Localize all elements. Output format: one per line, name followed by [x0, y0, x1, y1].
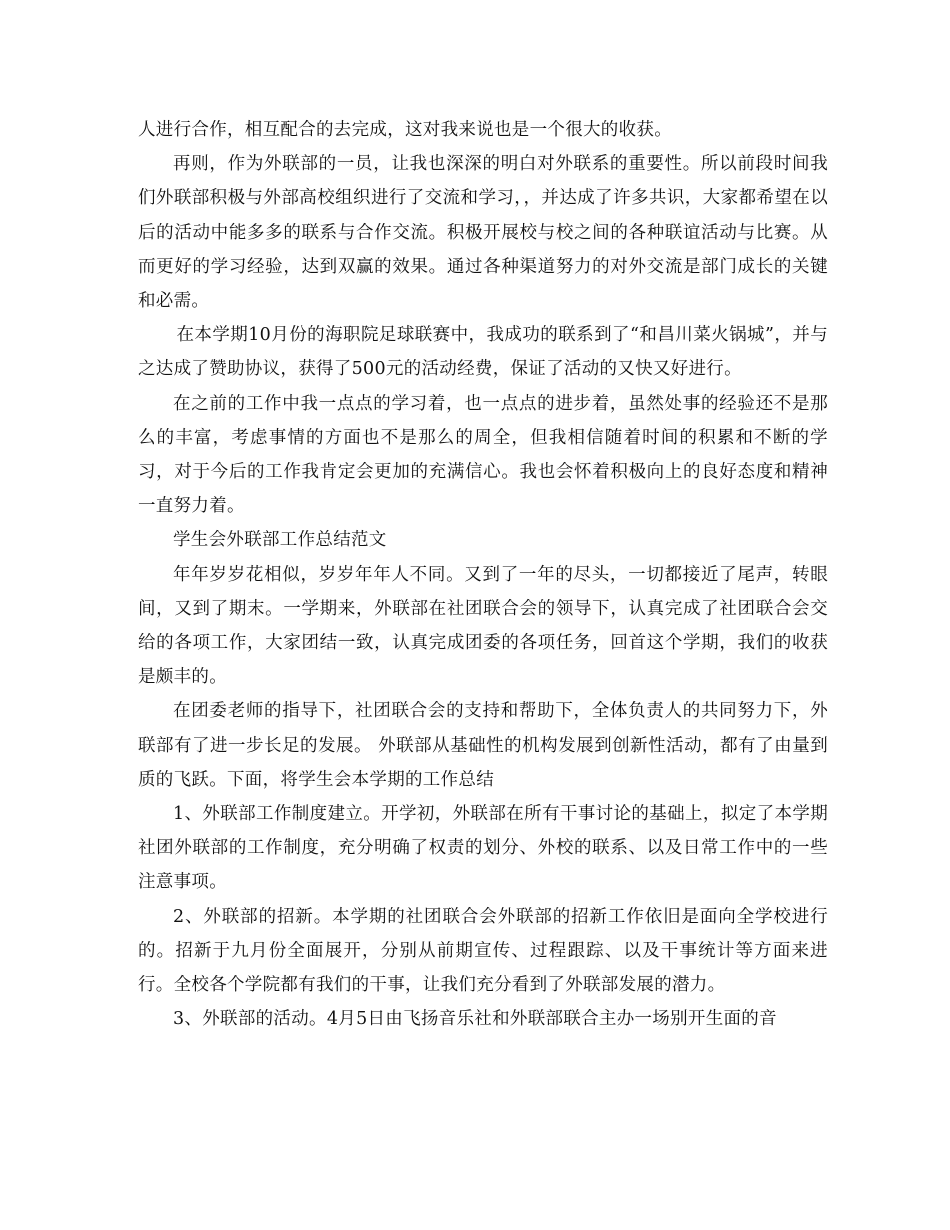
paragraph-learning-progress: 在之前的工作中我一点点的学习着，也一点点的进步着，虽然处事的经验还不是那么的丰富，考虑事情的方面也不是那么的周全，但我相信随着时间的积累和不断的学习，对于今后的工作我肯定会更加的充满信心。我也会怀着积极向上的良好态度和精神一直努力着。 [138, 393, 828, 517]
paragraph-external-relations: 再则，作为外联部的一员，让我也深深的明白对外联系的重要性。所以前段时间我们外联部积极与外部高校组织进行了交流和学习，，并达成了许多共识，大家都希望在以后的活动中能多多的联系与合作交流。积极开展校与校之间的各种联谊活动与比赛。从而更好的学习经验，达到双赢的效果。通过各种渠道努力的对外交流是部门成长的关键和必需。 [138, 154, 828, 312]
section-heading: 学生会外联部工作总结范文 [173, 530, 387, 551]
document-body [138, 113, 828, 1036]
list-item-work-system: 1、外联部工作制度建立。开学初，外联部在所有干事讨论的基础上，拟定了本学期社团外联部的工作制度，充分明确了权责的划分、外校的联系、以及日常工作中的一些注意事项。 [138, 804, 828, 893]
list-item-activities: 3、外联部的活动。4月5日由飞扬音乐社和外联部联合主办一场别开生面的音 [173, 1009, 777, 1030]
list-item-recruitment: 2、外联部的招新。本学期的社团联合会外联部的招新工作依旧是面向全学校进行的。招新于九月份全面展开，分别从前期宣传、过程跟踪、以及干事统计等方面来进行。全校各个学院都有我们的干事，让我们充分看到了外联部发展的潜力。 [138, 906, 828, 996]
paragraph-guidance-development: 在团委老师的指导下，社团联合会的支持和帮助下，全体负责人的共同努力下，外联部有了进一步长足的发展。 外联部从基础性的机构发展到创新性活动，都有了由量到质的飞跃。下面，将学生会本学期的工作总结 [138, 701, 828, 790]
paragraph-cooperation-gain: 人进行合作，相互配合的去完成，这对我来说也是一个很大的收获。 [138, 120, 672, 140]
paragraph-semester-intro: 年年岁岁花相似，岁岁年年人不同。又到了一年的尽头，一切都接近了尾声，转眼间，又到了期末。一学期来，外联部在社团联合会的领导下，认真完成了社团联合会交给的各项工作，大家团结一致，认真完成团委的各项任务，回首这个学期，我们的收获是颇丰的。 [138, 564, 828, 688]
paragraph-football-sponsorship: 在本学期10月份的海职院足球联赛中，我成功的联系到了“和昌川菜火锅城”，并与之达成了赞助协议，获得了500元的活动经费，保证了活动的又快又好进行。 [138, 325, 828, 380]
